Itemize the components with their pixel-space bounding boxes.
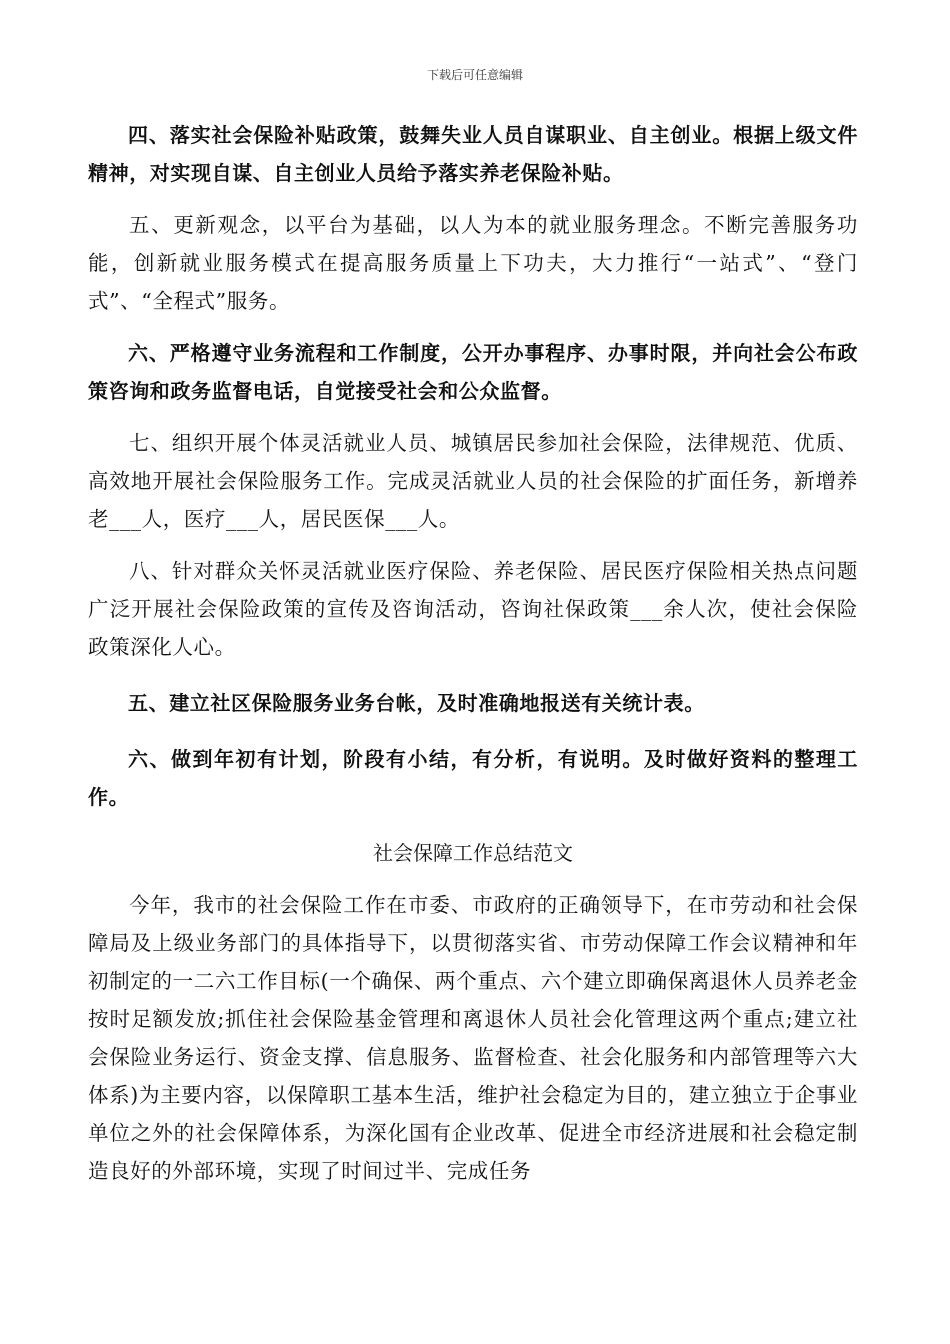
document-body [88, 116, 858, 1190]
paragraph-5-service-concept: 五、更新观念，以平台为基础，以人为本的就业服务理念。不断完善服务功能，创新就业服务模式在提高服务质量上下功夫，大力推行“一站式”、“登门式”、“全程式”服务。 [88, 213, 858, 313]
paragraph-4-social-insurance-subsidy: 四、落实社会保险补贴政策，鼓舞失业人员自谋职业、自主创业。根据上级文件精神，对实现自谋、自主创业人员给予落实养老保险补贴。 [88, 123, 858, 185]
paragraph-8-policy-promotion: 八、针对群众关怀灵活就业医疗保险、养老保险、居民医疗保险相关热点问题广泛开展社会保险政策的宣传及咨询活动，咨询社保政策___余人次，使社会保险政策深化人心。 [88, 559, 858, 659]
paragraph-5-ledger: 五、建立社区保险服务业务台帐，及时准确地报送有关统计表。 [128, 691, 705, 715]
paragraph-6-workflow-rules: 六、严格遵守业务流程和工作制度，公开办事程序、办事时限，并向社会公布政策咨询和政务监督电话，自觉接受社会和公众监督。 [88, 341, 858, 403]
paragraph-6-planning: 六、做到年初有计划，阶段有小结，有分析，有说明。及时做好资料的整理工作。 [88, 747, 858, 809]
page-header: 下载后可任意编辑 [426, 68, 523, 82]
paragraph-7-flexible-employment: 七、组织开展个体灵活就业人员、城镇居民参加社会保险，法律规范、优质、高效地开展社会保险服务工作。完成灵活就业人员的社会保险的扩面任务，新增养老___人，医疗___人，居民医保___人。 [88, 431, 858, 531]
section-title: 社会保障工作总结范文 [373, 841, 573, 865]
summary-body-paragraph: 今年，我市的社会保险工作在市委、市政府的正确领导下，在市劳动和社会保障局及上级业务部门的具体指导下，以贯彻落实省、市劳动保障工作会议精神和年初制定的一二六工作目标(一个确保、两个重点、六个建立即确保离退休人员养老金按时足额发放;抓住社会保险基金管理和离退休人员社会化管理这两个重点;建立社会保险业务运行、资金支撑、信息服务、监督检查、社会化服务和内部管理等六大体系)为主要内容，以保障职工基本生活，维护社会稳定为目的，建立独立于企事业单位之外的社会保障体系，为深化国有企业改革、促进全市经济进展和社会稳定制造良好的外部环境，实现了时间过半、完成任务 [88, 893, 858, 1183]
